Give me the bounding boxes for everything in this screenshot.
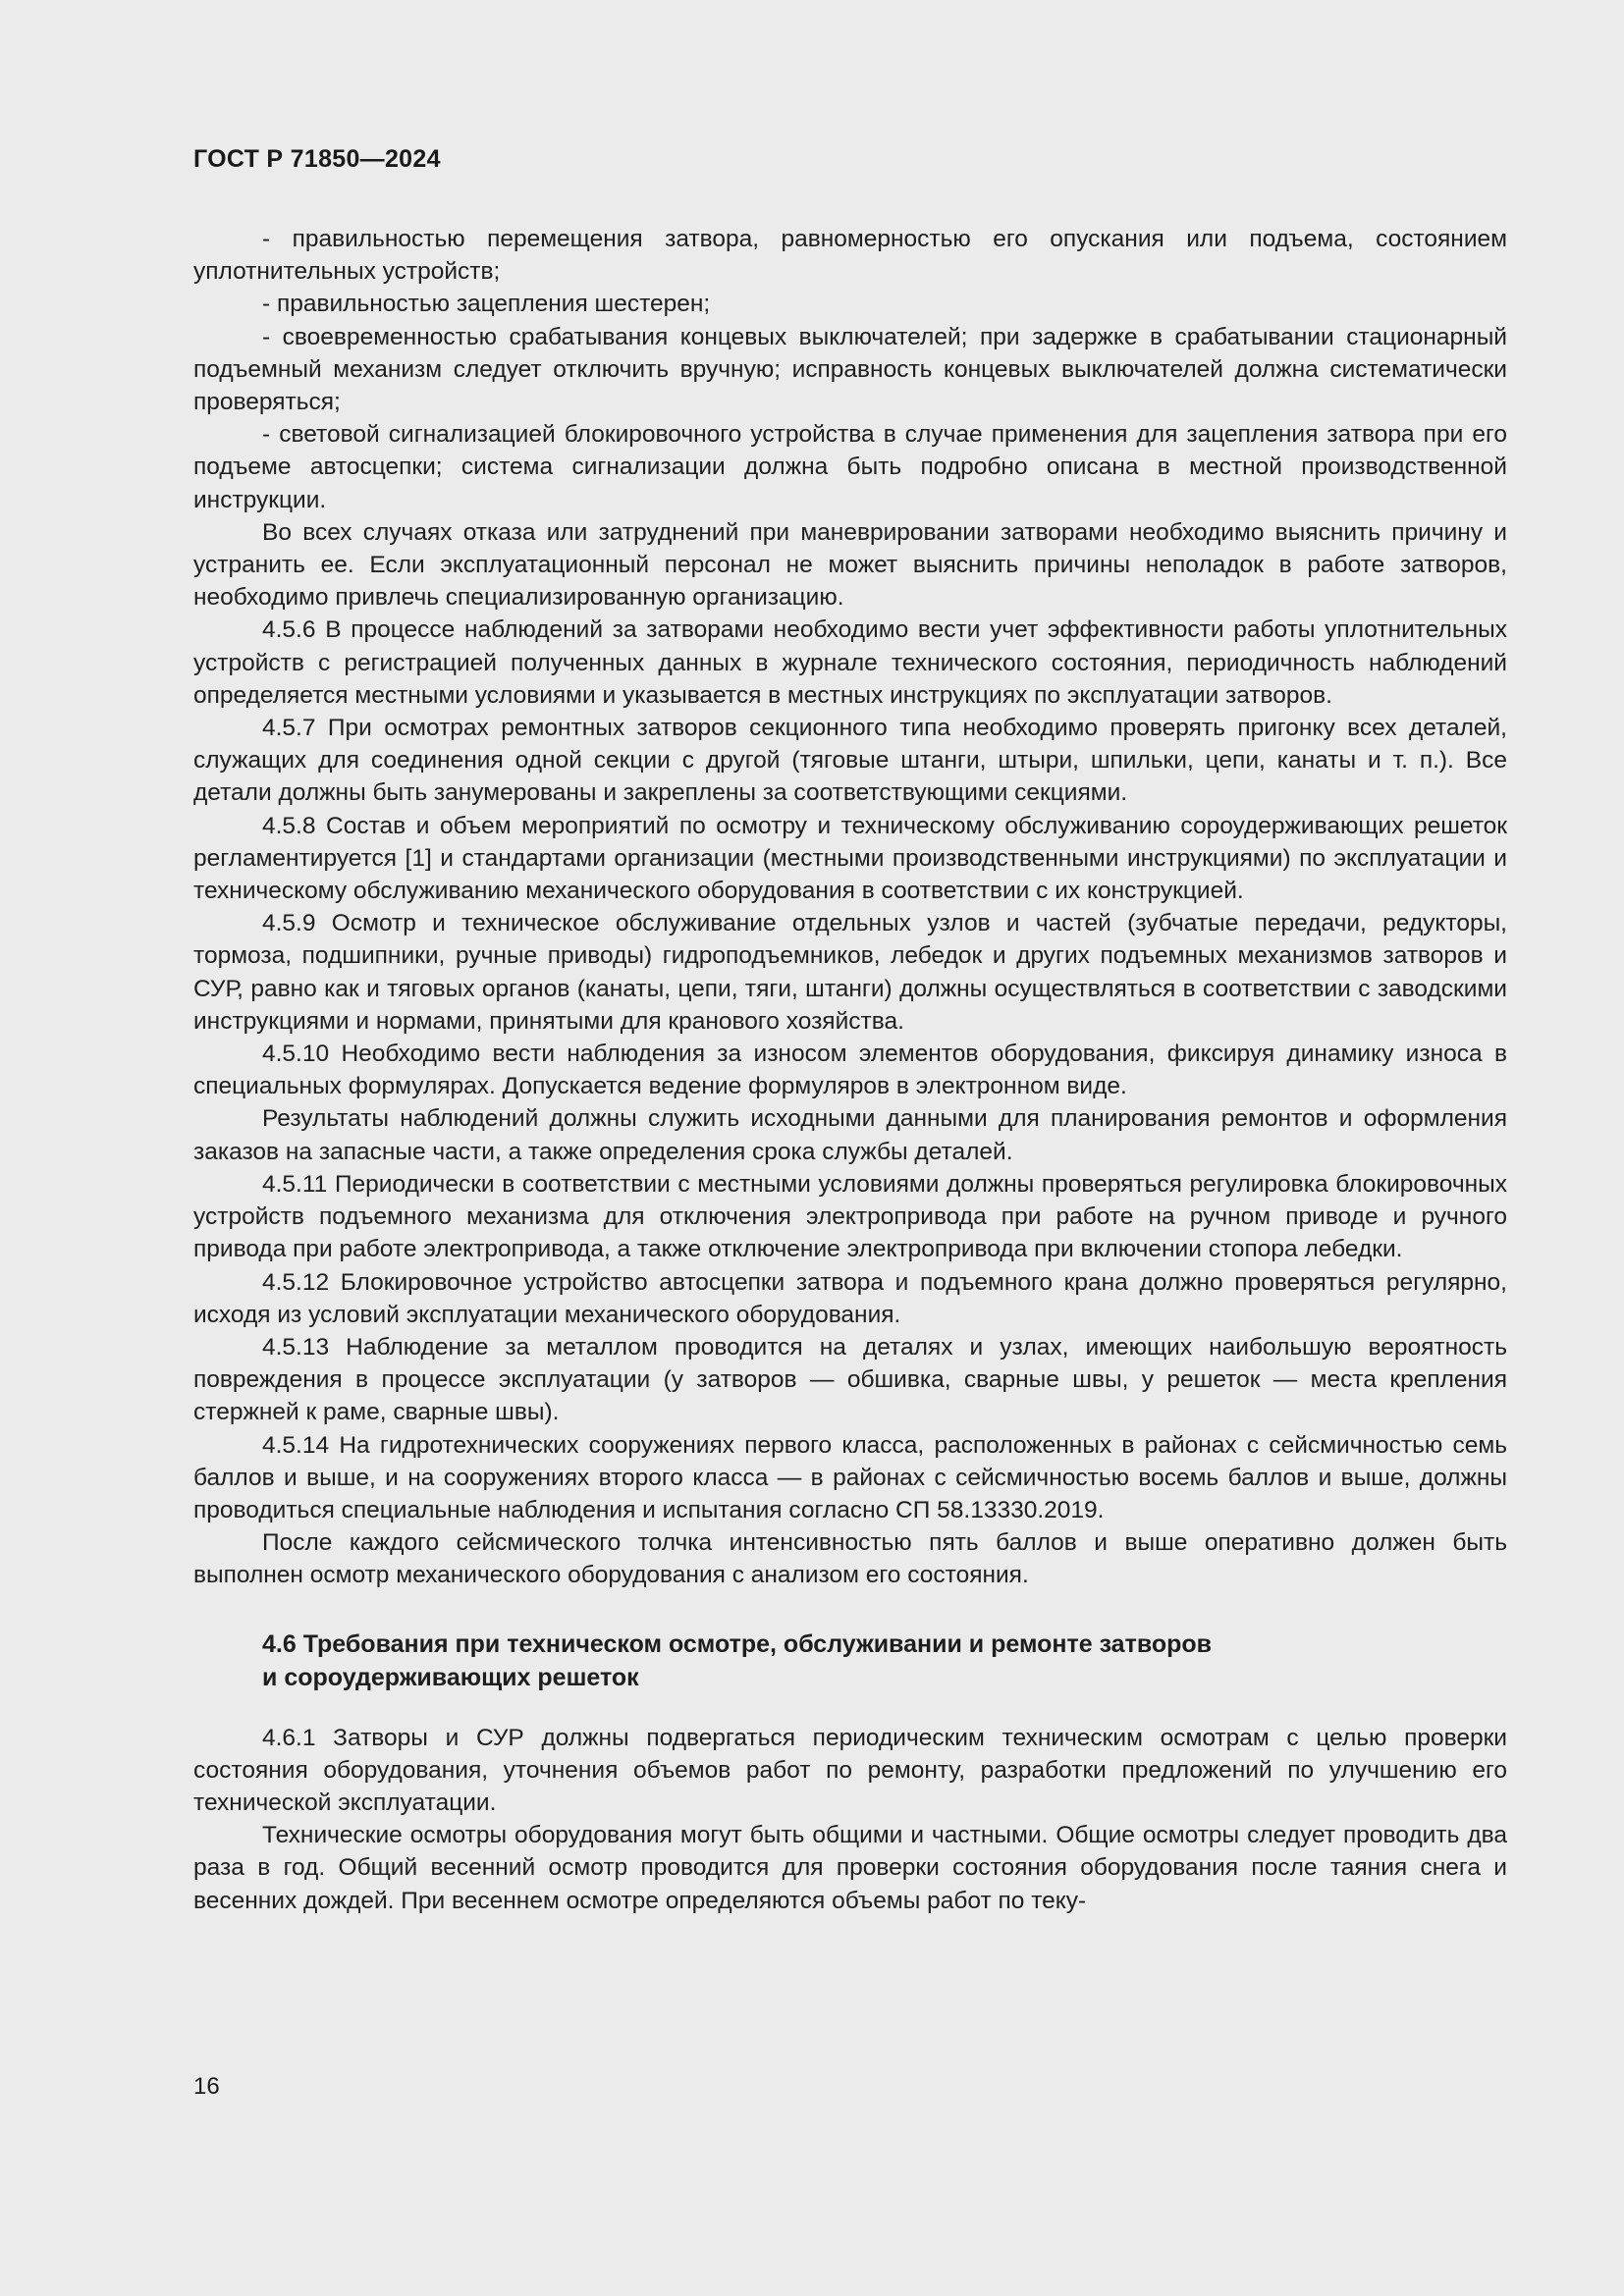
section-heading-4-6 [193, 1628, 1507, 1694]
paragraph: - правильностью зацепления шестерен; [262, 291, 711, 318]
document-body [193, 223, 1507, 1917]
standard-header: ГОСТ Р 71850—2024 [193, 145, 441, 173]
clause-4-5-9: 4.5.9 Осмотр и техническое обслуживание отдельных узлов и частей (зубчатые передачи, редукторы, тормоза, подшипники, ручные приводы) гидроподъемников, лебедок и других подъемных механизмов затворов и СУР, равно как и тяговых органов (канаты, цепи, тяги, штанги) должны осуществляться в соответствии с заводскими инструкциями и нормами, принятыми для кранового хозяйства. [193, 910, 1507, 1035]
clause-4-5-11: 4.5.11 Периодически в соответствии с местными условиями должны проверяться регулировка блокировочных устройств подъемного механизма для отключения электропривода при работе на ручном приводе и ручного привода при работе электропривода, а также отключение электропривода при включении стопора лебедки. [193, 1170, 1507, 1263]
clause-4-5-7: 4.5.7 При осмотрах ремонтных затворов секционного типа необходимо проверять пригонку всех деталей, служащих для соединения одной секции с другой (тяговые штанги, штыри, шпильки, цепи, канаты и т. п.). Все детали должны быть занумерованы и закреплены за соответствующими секциями. [193, 715, 1507, 807]
clause-4-5-13: 4.5.13 Наблюдение за металлом проводится на деталях и узлах, имеющих наибольшую вероятность повреждения в процессе эксплуатации (у затворов — обшивка, сварные швы, у решеток — места крепления стержней к раме, сварные швы). [193, 1333, 1507, 1426]
paragraph: - световой сигнализацией блокировочного устройства в случае применения для зацепления затвора при его подъеме автосцепки; система сигнализации должна быть подробно описана в местной производственной инструкции. [193, 421, 1507, 513]
section-heading-line: и сороудерживающих решеток [262, 1663, 639, 1691]
paragraph: - своевременностью срабатывания концевых выключателей; при задержке в срабатывании стационарный подъемный механизм следует отключить вручную; исправность концевых выключателей должна систематически проверяться; [193, 323, 1507, 416]
paragraph: Технические осмотры оборудования могут быть общими и частными. Общие осмотры следует проводить два раза в год. Общий весенний осмотр проводится для проверки состояния оборудования после таяния снега и весенних дождей. При весеннем осмотре определяются объемы работ по теку- [193, 1822, 1507, 1914]
paragraph: После каждого сейсмического толчка интенсивностью пять баллов и выше оперативно должен быть выполнен осмотр механического оборудования с анализом его состояния. [193, 1529, 1507, 1589]
clause-4-6-1: 4.6.1 Затворы и СУР должны подвергаться периодическим техническим осмотрам с целью проверки состояния оборудования, уточнения объемов работ по ремонту, разработки предложений по улучшению его технической эксплуатации. [193, 1724, 1507, 1816]
paragraph: - правильностью перемещения затвора, равномерностью его опускания или подъема, состоянием уплотнительных устройств; [193, 226, 1507, 286]
clause-4-5-14: 4.5.14 На гидротехнических сооружениях первого класса, расположенных в районах с сейсмичностью семь баллов и выше, и на сооружениях второго класса — в районах с сейсмичностью восемь баллов и выше, должны проводиться специальные наблюдения и испытания согласно СП 58.13330.2019. [193, 1431, 1507, 1523]
clause-4-5-6: 4.5.6 В процессе наблюдений за затворами необходимо вести учет эффективности работы уплотнительных устройств с регистрацией полученных данных в журнале технического состояния, периодичность наблюдений определяется местными условиями и указывается в местных инструкциях по эксплуатации затворов. [193, 616, 1507, 709]
paragraph: Результаты наблюдений должны служить исходными данными для планирования ремонтов и оформления заказов на запасные части, а также определения срока службы деталей. [193, 1105, 1507, 1165]
clause-4-5-8: 4.5.8 Состав и объем мероприятий по осмотру и техническому обслуживанию сороудерживающих решеток регламентируется [1] и стандартами организации (местными производственными инструкциями) по эксплуатации и техническому обслуживанию механического оборудования в соответствии с их конструкцией. [193, 812, 1507, 905]
section-heading-line: 4.6 Требования при техническом осмотре, обслуживании и ремонте затворов [262, 1629, 1213, 1658]
page-number: 16 [193, 2073, 220, 2100]
clause-4-5-12: 4.5.12 Блокировочное устройство автосцепки затвора и подъемного крана должно проверяться регулярно, исходя из условий эксплуатации механического оборудования. [193, 1268, 1507, 1328]
paragraph: Во всех случаях отказа или затруднений при маневрировании затворами необходимо выяснить причину и устранить ее. Если эксплуатационный персонал не может выяснить причины неполадок в работе затворов, необходимо привлечь специализированную организацию. [193, 518, 1507, 612]
clause-4-5-10: 4.5.10 Необходимо вести наблюдения за износом элементов оборудования, фиксируя динамику износа в специальных формулярах. Допускается ведение формуляров в электронном виде. [193, 1041, 1507, 1100]
